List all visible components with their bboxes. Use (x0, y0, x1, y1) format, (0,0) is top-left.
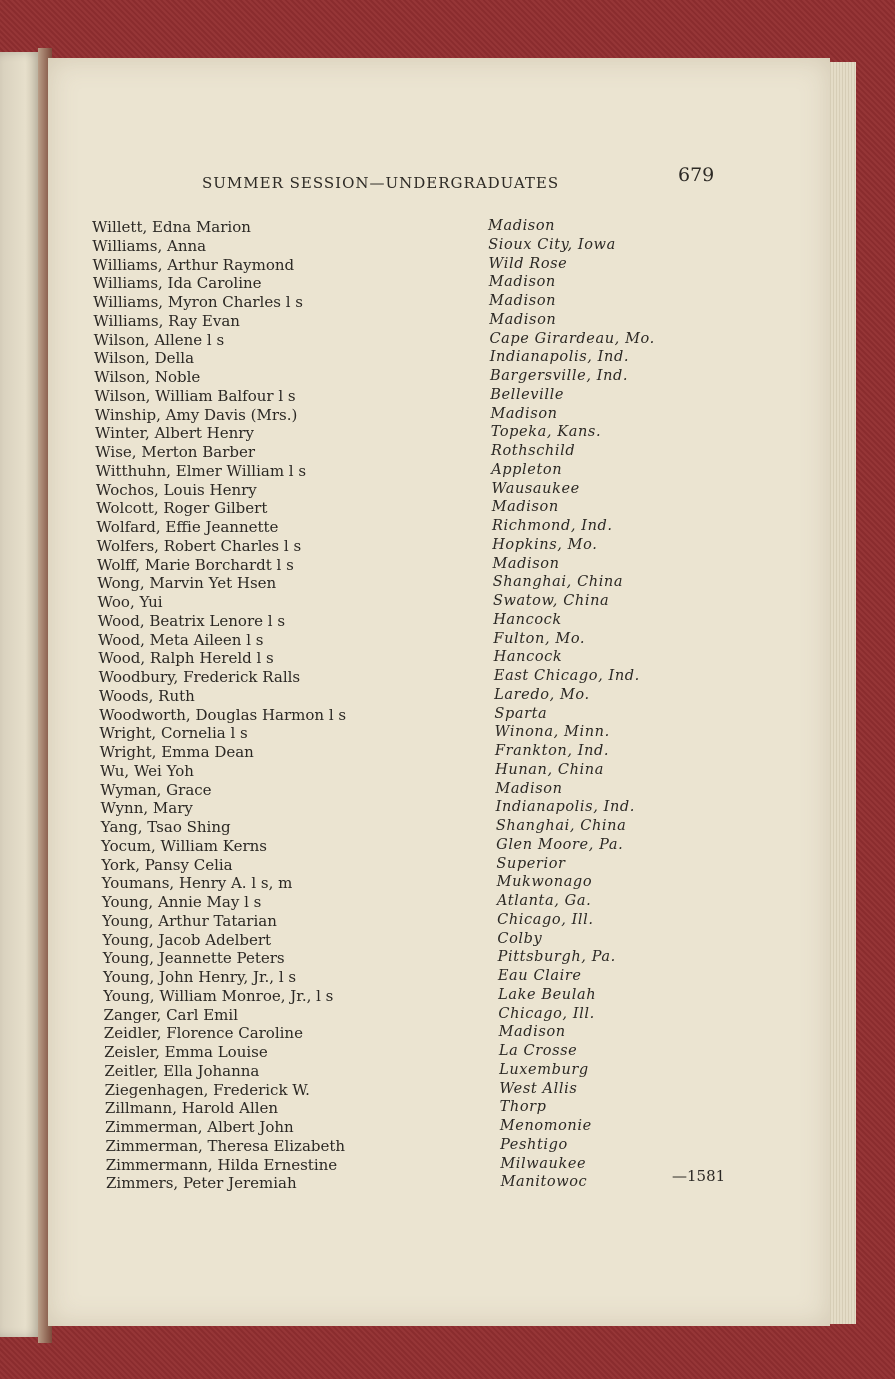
student-name: Yang, Tsao Shing (100, 818, 231, 836)
student-name: Yocum, William Kerns (101, 836, 267, 855)
list-item (92, 724, 812, 743)
running-header-title: SUMMER SESSION—UNDERGRADUATES (202, 174, 560, 192)
student-name: Zillmann, Harold Allen (104, 1099, 279, 1118)
student-name: Woods, Ruth (98, 686, 195, 705)
student-name: Young, Arthur Tatarian (102, 911, 277, 930)
list-item (92, 293, 812, 312)
student-name: Zeisler, Emma Louise (104, 1043, 268, 1061)
student-name: Wilson, William Balfour l s (94, 386, 296, 405)
list-item (92, 574, 812, 593)
list-item (92, 499, 812, 518)
student-name: Woo, Yui (97, 593, 163, 611)
student-hometown: Bargersville, Ind. (489, 368, 629, 384)
list-item (92, 331, 812, 350)
list-item (92, 424, 812, 443)
list-item (92, 668, 812, 687)
student-hometown: Fulton, Mo. (493, 630, 586, 647)
student-name: Wilson, Noble (94, 368, 201, 386)
left-page-edge (0, 52, 42, 1337)
student-hometown: Madison (490, 405, 558, 422)
student-hometown: Sparta (494, 705, 548, 722)
student-name: Youmans, Henry A. l s, m (101, 874, 293, 893)
student-name: Wolff, Marie Borchardt l s (96, 555, 294, 574)
list-item (92, 387, 812, 406)
student-name: Ziegenhagen, Frederick W. (104, 1080, 310, 1099)
student-hometown: Madison (491, 499, 559, 516)
list-item (92, 706, 812, 725)
list-item (92, 1081, 812, 1100)
student-name: Witthuhn, Elmer William l s (95, 461, 307, 480)
student-hometown: Lake Beulah (498, 986, 597, 1003)
student-name: Williams, Arthur Raymond (92, 255, 295, 274)
list-item (92, 462, 812, 481)
list-item (92, 893, 812, 912)
student-hometown: Milwaukee (500, 1155, 587, 1172)
student-name: Young, Annie May l s (101, 893, 262, 911)
student-hometown: Topeka, Kans. (490, 424, 602, 441)
student-hometown: Swatow, China (492, 593, 610, 609)
student-hometown: La Crosse (498, 1043, 578, 1059)
student-hometown: Appleton (491, 461, 563, 478)
student-list (92, 218, 812, 1193)
list-item (92, 1043, 812, 1062)
list-item (92, 481, 812, 500)
list-item (92, 1118, 812, 1137)
student-hometown: Shanghai, China (492, 574, 624, 591)
student-hometown: Madison (488, 274, 556, 291)
student-name: Wilson, Allene l s (93, 330, 225, 349)
student-hometown: Indianapolis, Ind. (495, 799, 635, 816)
page-edge-right (828, 62, 856, 1324)
student-hometown: Hunan, China (495, 761, 604, 778)
list-item (92, 874, 812, 893)
student-hometown: Winona, Minn. (494, 724, 610, 741)
list-item (92, 612, 812, 631)
student-hometown: Menomonie (499, 1118, 592, 1134)
student-hometown: West Allis (499, 1080, 578, 1097)
list-item (92, 762, 812, 781)
student-name: Zimmerman, Theresa Elizabeth (105, 1136, 346, 1155)
list-item (92, 856, 812, 875)
student-hometown: Glen Moore, Pa. (496, 836, 624, 853)
list-item (92, 1006, 812, 1025)
student-hometown: Wausaukee (491, 480, 580, 497)
list-item (92, 1062, 812, 1081)
list-item (92, 1137, 812, 1156)
student-name: Zimmers, Peter Jeremiah (106, 1174, 297, 1193)
student-hometown: Madison (492, 555, 560, 572)
student-name: Zimmerman, Albert John (105, 1118, 294, 1136)
student-hometown: Chicago, Ill. (498, 1005, 595, 1022)
student-name: Winship, Amy Davis (Mrs.) (94, 405, 298, 424)
student-hometown: Madison (489, 311, 557, 328)
student-name: Wong, Marvin Yet Hsen (97, 574, 277, 593)
student-hometown: Belleville (490, 386, 564, 403)
student-hometown: Indianapolis, Ind. (489, 349, 630, 366)
student-hometown: Madison (488, 293, 557, 309)
list-item (92, 912, 812, 931)
list-item (92, 818, 812, 837)
list-item (92, 349, 812, 368)
list-item (92, 443, 812, 462)
student-hometown: Thorp (499, 1099, 547, 1116)
student-name: Wynn, Mary (100, 799, 193, 818)
list-item (92, 837, 812, 856)
total-count: —1581 (672, 1167, 726, 1185)
student-hometown: Chicago, Ill. (497, 911, 594, 928)
student-name: Wolfers, Robert Charles l s (96, 536, 302, 555)
student-name: York, Pansy Celia (101, 855, 233, 874)
student-hometown: Sioux City, Iowa (488, 236, 616, 253)
page-number: 679 (678, 164, 715, 186)
list-item (92, 949, 812, 968)
student-hometown: Atlanta, Ga. (496, 893, 592, 909)
book-page (48, 58, 830, 1326)
student-name: Williams, Ida Caroline (92, 274, 262, 293)
list-item (92, 931, 812, 950)
student-hometown: East Chicago, Ind. (493, 668, 640, 684)
student-name: Zeidler, Florence Caroline (103, 1024, 303, 1043)
list-item (92, 593, 812, 612)
student-name: Willett, Edna Marion (92, 218, 251, 236)
list-item (92, 368, 812, 387)
student-hometown: Eau Claire (497, 968, 582, 984)
student-hometown: Frankton, Ind. (494, 743, 610, 759)
student-name: Wright, Cornelia l s (99, 724, 248, 743)
student-name: Wood, Beatrix Lenore l s (97, 611, 286, 630)
student-name: Wright, Emma Dean (99, 743, 254, 761)
list-item (92, 274, 812, 293)
list-item (92, 237, 812, 256)
student-hometown: Mukwonago (496, 874, 593, 891)
list-item (92, 1099, 812, 1118)
student-name: Wu, Wei Yoh (99, 761, 194, 780)
student-name: Williams, Myron Charles l s (93, 293, 303, 311)
list-item (92, 649, 812, 668)
list-item (92, 687, 812, 706)
student-hometown: Pittsburgh, Pa. (497, 949, 616, 966)
student-name: Young, Jacob Adelbert (102, 930, 272, 949)
student-name: Zeitler, Ella Johanna (104, 1061, 260, 1080)
student-hometown: Shanghai, China (495, 818, 627, 834)
student-name: Wise, Merton Barber (95, 443, 256, 461)
list-item (92, 218, 812, 237)
list-item (92, 256, 812, 275)
student-name: Williams, Ray Evan (93, 311, 240, 330)
student-hometown: Hancock (493, 649, 563, 666)
student-name: Woodbury, Frederick Ralls (98, 668, 301, 686)
student-hometown: Madison (495, 780, 563, 797)
student-name: Wood, Ralph Hereld l s (98, 649, 274, 668)
student-hometown: Hancock (493, 611, 562, 628)
list-item (92, 781, 812, 800)
list-item (92, 968, 812, 987)
student-hometown: Hopkins, Mo. (492, 536, 598, 553)
list-item (92, 518, 812, 537)
list-item (92, 537, 812, 556)
list-item (92, 1024, 812, 1043)
student-name: Wyman, Grace (100, 780, 212, 799)
student-name: Wolfard, Effie Jeannette (96, 518, 279, 536)
student-hometown: Peshtigo (500, 1136, 568, 1153)
student-hometown: Superior (496, 855, 566, 872)
student-hometown: Richmond, Ind. (491, 518, 613, 534)
student-name: Young, William Monroe, Jr., l s (103, 986, 334, 1005)
student-hometown: Manitowoc (500, 1174, 588, 1191)
student-name: Wilson, Della (93, 349, 195, 368)
list-item (92, 987, 812, 1006)
student-hometown: Luxemburg (499, 1061, 589, 1078)
student-hometown: Colby (497, 930, 543, 947)
student-name: Young, Jeannette Peters (102, 949, 285, 968)
student-name: Williams, Anna (92, 236, 207, 255)
list-item (92, 631, 812, 650)
list-item (92, 312, 812, 331)
student-name: Wochos, Louis Henry (95, 480, 257, 499)
list-item (92, 743, 812, 762)
student-name: Wood, Meta Aileen l s (98, 630, 264, 649)
student-hometown: Madison (498, 1024, 566, 1041)
student-name: Winter, Albert Henry (95, 424, 254, 443)
list-item (92, 406, 812, 425)
list-item (92, 799, 812, 818)
student-hometown: Wild Rose (488, 255, 568, 272)
student-hometown: Rothschild (490, 443, 576, 459)
student-hometown: Madison (488, 218, 556, 234)
student-name: Wolcott, Roger Gilbert (96, 499, 268, 518)
list-item (92, 556, 812, 575)
student-hometown: Laredo, Mo. (494, 686, 590, 703)
student-name: Woodworth, Douglas Harmon l s (99, 705, 347, 724)
student-hometown: Cape Girardeau, Mo. (489, 330, 655, 347)
student-name: Zimmermann, Hilda Ernestine (105, 1155, 338, 1174)
student-name: Zanger, Carl Emil (103, 1005, 239, 1024)
student-name: Young, John Henry, Jr., l s (102, 968, 297, 986)
